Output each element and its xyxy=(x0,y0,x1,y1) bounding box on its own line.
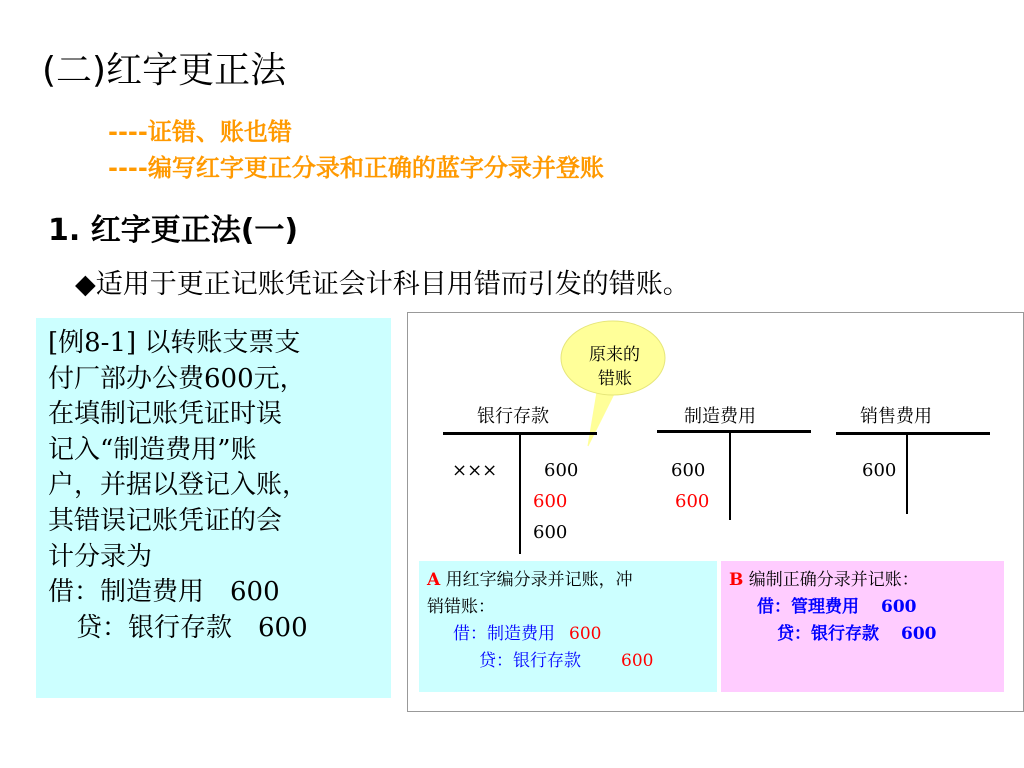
example-line-4: 记入“制造费用”账 xyxy=(48,434,257,465)
sales-debit: 600 xyxy=(862,460,897,481)
box-b-debit-value: 600 xyxy=(881,597,917,617)
box-a-line-2: 销错账： xyxy=(427,597,495,617)
bank-credit-correct: 600 xyxy=(533,522,568,543)
example-line-1 xyxy=(48,326,381,362)
example-line-1-text: 以转账支票支 xyxy=(136,328,301,358)
example-box xyxy=(36,318,391,698)
page-title: (二)红字更正法 xyxy=(42,50,287,91)
subtitle-2: ----编写红字更正分录和正确的蓝字分录并登账 xyxy=(108,154,604,182)
box-b-debit-label: 借：管理费用 xyxy=(757,597,859,617)
box-a-debit-value: 600 xyxy=(569,624,602,644)
mfg-t-top xyxy=(657,430,811,433)
sales-t-top xyxy=(836,432,990,435)
box-a-debit-label: 借：制造费用 xyxy=(453,624,555,644)
box-a-credit-label: 贷：银行存款 xyxy=(479,651,581,671)
box-a xyxy=(419,561,717,692)
example-line-5: 户，并据以登记入账， xyxy=(48,470,309,501)
account-sales-title: 销售费用 xyxy=(860,406,932,427)
example-tag: [例8-1] xyxy=(48,328,137,358)
box-b-tag: B xyxy=(729,570,744,590)
box-a-debit-row xyxy=(427,621,709,648)
bullet-text: ◆适用于更正记账凭证会计科目用错而引发的错账。 xyxy=(75,269,690,300)
box-a-tag: A xyxy=(427,570,441,590)
box-b xyxy=(721,561,1004,692)
account-mfg-title: 制造费用 xyxy=(684,406,756,427)
section-heading: 1. 红字更正法(一) xyxy=(48,213,299,248)
box-b-credit-value: 600 xyxy=(901,624,937,644)
box-a-line-1-text: 用红字编分录并记账，冲 xyxy=(440,570,633,590)
bank-t-stem xyxy=(519,434,521,554)
callout-line-1: 原来的 xyxy=(589,345,640,365)
example-line-7: 计分录为 xyxy=(48,541,153,572)
box-a-credit-value: 600 xyxy=(621,651,654,671)
box-b-credit-label: 贷：银行存款 xyxy=(777,624,879,644)
mfg-debit-red: 600 xyxy=(675,491,710,512)
example-line-3: 在填制记账凭证时误 xyxy=(48,399,283,430)
subtitle-1: ----证错、账也错 xyxy=(108,118,292,146)
mfg-t-stem xyxy=(729,432,731,520)
box-a-credit-row xyxy=(427,648,709,675)
account-bank-title: 银行存款 xyxy=(477,406,549,427)
sales-t-stem xyxy=(906,434,908,514)
bank-credit-red: 600 xyxy=(533,491,568,512)
callout-line-2: 错账 xyxy=(598,369,632,389)
box-b-credit-row xyxy=(729,621,996,648)
box-b-line-1 xyxy=(729,567,996,594)
box-b-line-1-text: 编制正确分录并记账： xyxy=(743,570,919,590)
mfg-debit-original: 600 xyxy=(671,460,706,481)
bank-debit-placeholder: ××× xyxy=(452,460,498,481)
box-a-line-1 xyxy=(427,567,709,594)
example-entry-credit: 贷：银行存款 600 xyxy=(76,612,308,643)
example-line-6: 其错误记账凭证的会 xyxy=(48,505,283,536)
example-entry-debit: 借：制造费用 600 xyxy=(48,577,280,608)
box-b-debit-row xyxy=(729,594,996,621)
example-line-2: 付厂部办公费600元， xyxy=(48,363,306,394)
bank-credit-original: 600 xyxy=(544,460,579,481)
